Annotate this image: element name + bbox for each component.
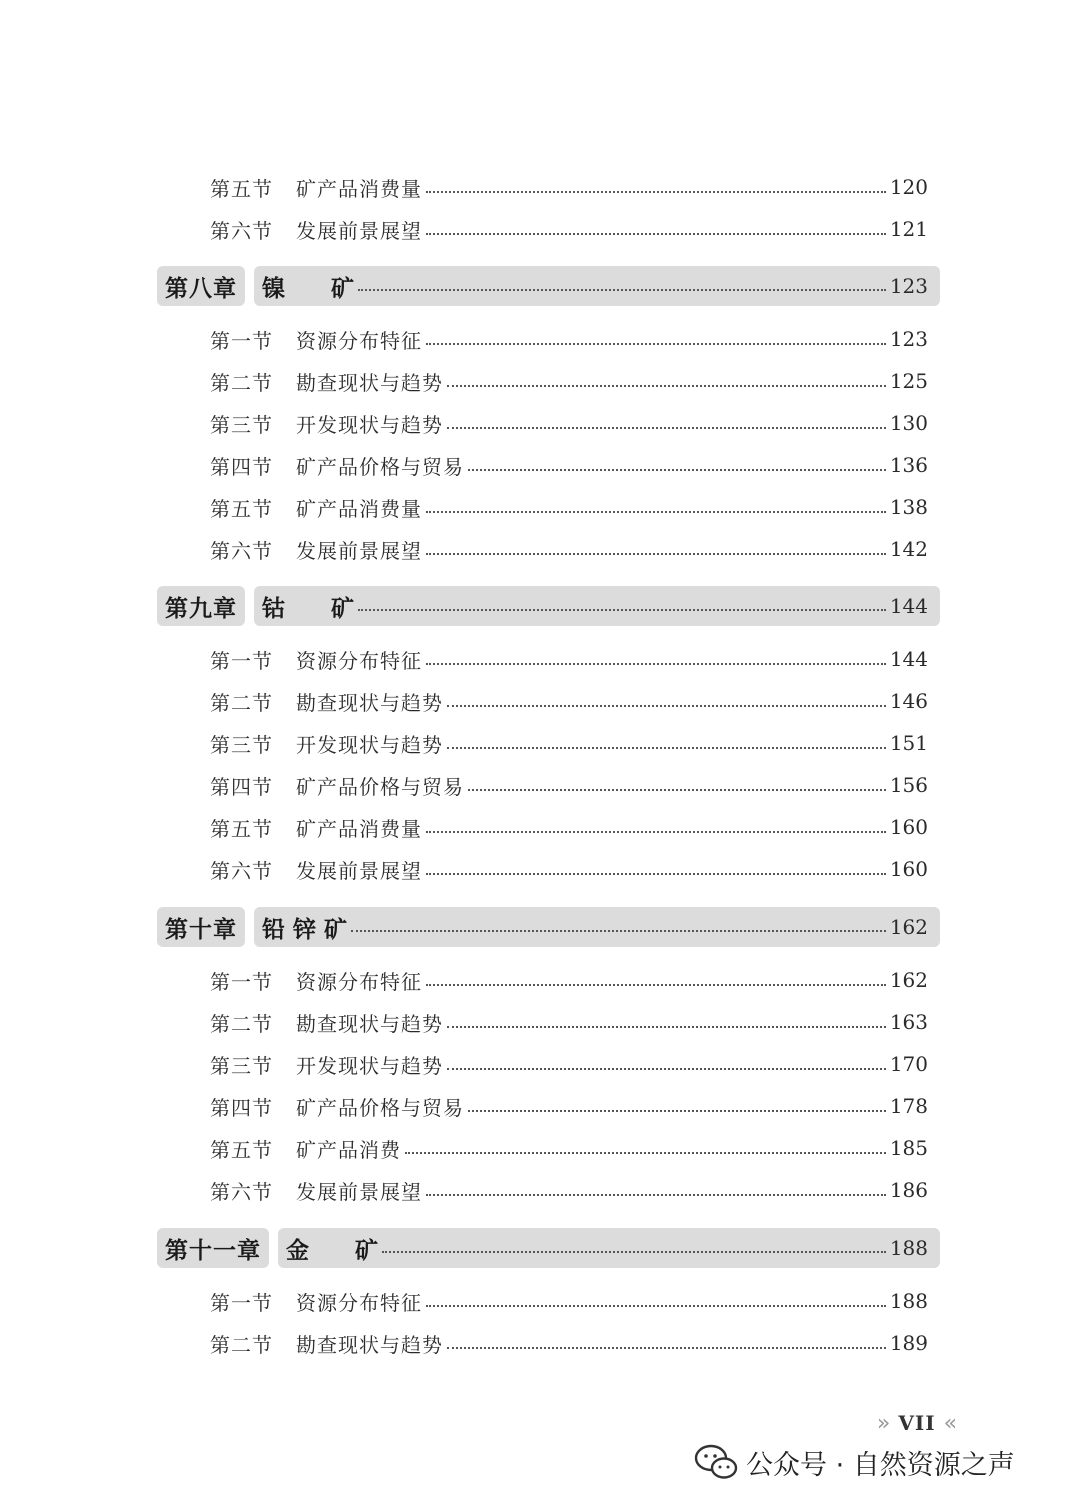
chapter-number: 第九章 [157,586,245,626]
toc-section[interactable] [210,965,928,995]
dot-leader [447,1026,886,1028]
section-number: 第三节 [210,412,273,437]
section-number: 第五节 [210,816,273,841]
section-title: 开发现状与趋势 [296,412,443,437]
section-title: 矿产品价格与贸易 [296,774,464,799]
page-ref: 186 [889,1178,928,1202]
section-title: 勘查现状与趋势 [296,370,443,395]
toc-section[interactable] [210,408,928,438]
dot-leader [426,984,886,986]
page-number-text: VII [898,1411,936,1435]
toc-section[interactable] [210,728,928,758]
dot-leader [447,385,886,387]
page-ref: 178 [889,1094,928,1118]
page-ref: 121 [889,217,928,241]
page-ref: 160 [889,815,928,839]
page-ref: 156 [889,773,928,797]
dot-leader [426,191,886,193]
chapter-title: 金 矿 [286,1236,378,1264]
toc-chapter[interactable] [157,1228,940,1268]
double-chevron-left-icon: « [943,1410,958,1436]
page-ref: 189 [889,1331,928,1355]
toc-chapter[interactable] [157,907,940,947]
chapter-number: 第十章 [157,907,245,947]
section-number: 第一节 [210,648,273,673]
section-number: 第四节 [210,1095,273,1120]
section-number: 第一节 [210,328,273,353]
toc-section[interactable] [210,366,928,396]
section-title: 勘查现状与趋势 [296,1332,443,1357]
section-title: 矿产品消费量 [296,496,422,521]
toc-chapter[interactable] [157,586,940,626]
double-chevron-right-icon: » [876,1410,891,1436]
section-number: 第六节 [210,538,273,563]
toc-section[interactable] [210,1007,928,1037]
section-title: 发展前景展望 [296,858,422,883]
page-ref: 136 [889,453,928,477]
dot-leader [426,663,886,665]
watermark [694,1440,1064,1484]
toc-section[interactable] [210,1091,928,1121]
section-title: 资源分布特征 [296,969,422,994]
toc-section[interactable] [210,1286,928,1316]
chapter-bar [254,907,940,947]
dot-leader [351,930,886,932]
section-number: 第二节 [210,1332,273,1357]
page-ref: 123 [889,274,928,298]
toc-section[interactable] [210,172,928,202]
section-number: 第五节 [210,176,273,201]
dot-leader [426,553,886,555]
chapter-title: 铅 锌 矿 [262,915,348,943]
section-title: 矿产品消费量 [296,176,422,201]
toc-section[interactable] [210,324,928,354]
section-number: 第一节 [210,969,273,994]
section-title: 发展前景展望 [296,218,422,243]
page-ref: 162 [889,915,928,939]
chapter-number: 第八章 [157,266,245,306]
toc-section[interactable] [210,644,928,674]
section-title: 发展前景展望 [296,538,422,563]
section-number: 第六节 [210,1179,273,1204]
section-number: 第六节 [210,218,273,243]
page-ref: 160 [889,857,928,881]
section-number: 第一节 [210,1290,273,1315]
chapter-bar [254,586,940,626]
toc-section[interactable] [210,686,928,716]
watermark-text: 公众号 · 自然资源之声 [746,1449,1015,1481]
chapter-title: 钴 矿 [262,594,354,622]
section-number: 第六节 [210,858,273,883]
dot-leader [426,831,886,833]
dot-leader [447,1068,886,1070]
page-ref: 144 [889,647,928,671]
page-ref: 162 [889,968,928,992]
section-title: 资源分布特征 [296,328,422,353]
section-number: 第三节 [210,1053,273,1078]
section-number: 第四节 [210,454,273,479]
dot-leader [468,1110,886,1112]
section-number: 第二节 [210,1011,273,1036]
dot-leader [426,873,886,875]
section-number: 第五节 [210,1137,273,1162]
section-number: 第二节 [210,370,273,395]
dot-leader [468,469,886,471]
chapter-bar [254,266,940,306]
section-title: 资源分布特征 [296,648,422,673]
page-ref: 185 [889,1136,928,1160]
page-ref: 123 [889,327,928,351]
page-ref: 163 [889,1010,928,1034]
toc-section[interactable] [210,1175,928,1205]
section-title: 矿产品价格与贸易 [296,454,464,479]
section-title: 矿产品消费 [296,1137,401,1162]
page-ref: 188 [889,1236,928,1260]
toc-section[interactable] [210,492,928,522]
page-ref: 170 [889,1052,928,1076]
section-title: 勘查现状与趋势 [296,1011,443,1036]
page-ref: 120 [889,175,928,199]
dot-leader [358,289,886,291]
dot-leader [447,1347,886,1349]
page-ref: 138 [889,495,928,519]
toc-section[interactable] [210,1133,928,1163]
toc-section[interactable] [210,854,928,884]
toc-section[interactable] [210,770,928,800]
section-number: 第二节 [210,690,273,715]
page-ref: 142 [889,537,928,561]
chapter-title: 镍 矿 [262,274,354,302]
chapter-bar [278,1228,940,1268]
dot-leader [426,511,886,513]
dot-leader [382,1251,886,1253]
section-title: 矿产品价格与贸易 [296,1095,464,1120]
page-number [862,1408,972,1438]
page-ref: 144 [889,594,928,618]
dot-leader [426,1305,886,1307]
toc-section[interactable] [210,214,928,244]
toc-section[interactable] [210,534,928,564]
page-ref: 146 [889,689,928,713]
toc-chapter[interactable] [157,266,940,306]
section-number: 第五节 [210,496,273,521]
dot-leader [358,609,886,611]
page-ref: 125 [889,369,928,393]
page-ref: 151 [889,731,928,755]
section-title: 资源分布特征 [296,1290,422,1315]
section-title: 勘查现状与趋势 [296,690,443,715]
dot-leader [426,1194,886,1196]
page-ref: 130 [889,411,928,435]
dot-leader [468,789,886,791]
toc-section[interactable] [210,1049,928,1079]
section-number: 第四节 [210,774,273,799]
toc-section[interactable] [210,812,928,842]
toc-section[interactable] [210,1328,928,1358]
chapter-number: 第十一章 [157,1228,269,1268]
section-title: 开发现状与趋势 [296,732,443,757]
section-title: 开发现状与趋势 [296,1053,443,1078]
section-title: 矿产品消费量 [296,816,422,841]
section-number: 第三节 [210,732,273,757]
section-title: 发展前景展望 [296,1179,422,1204]
wechat-icon [694,1443,738,1481]
dot-leader [405,1152,886,1154]
dot-leader [426,233,886,235]
dot-leader [447,705,886,707]
toc-section[interactable] [210,450,928,480]
dot-leader [447,427,886,429]
page-ref: 188 [889,1289,928,1313]
dot-leader [447,747,886,749]
dot-leader [426,343,886,345]
